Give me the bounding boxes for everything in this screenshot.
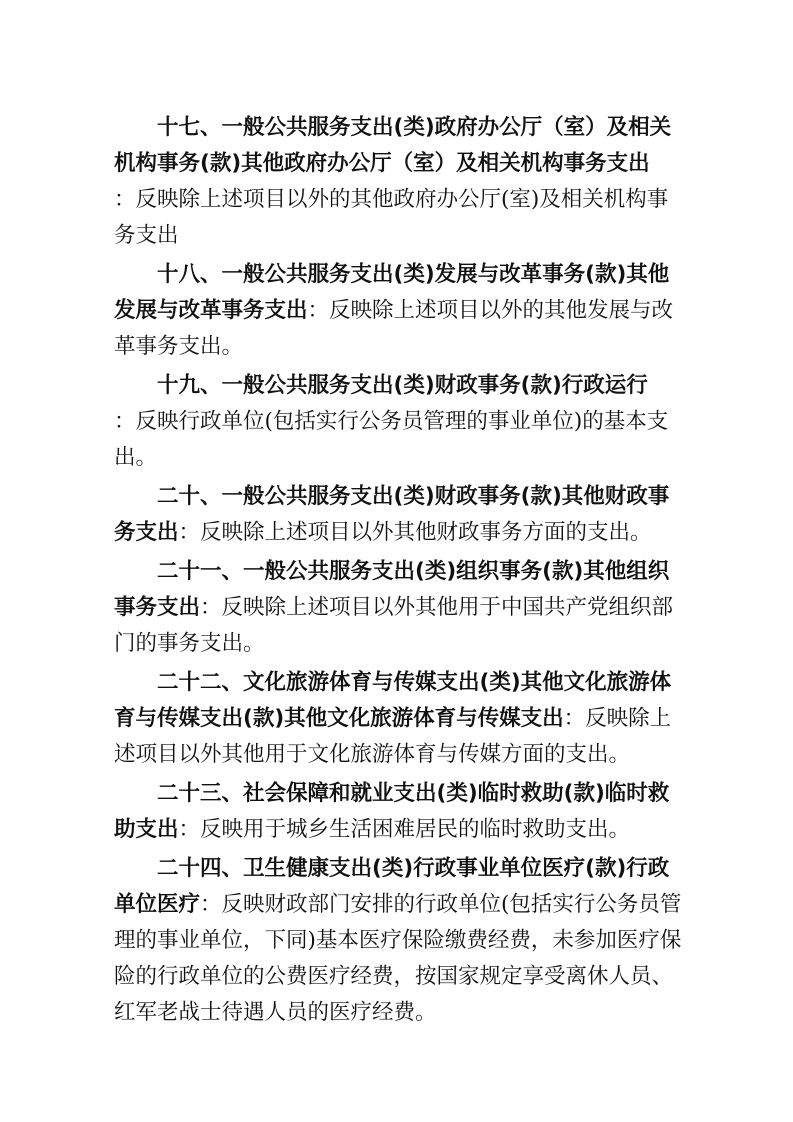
bold-heading: 事务支出	[114, 595, 201, 620]
paragraph-6-line-3	[114, 742, 630, 768]
body-text: ：反映用于城乡生活困难居民的临时救助支出。	[178, 817, 631, 842]
paragraph-1-line-1	[157, 115, 671, 141]
paragraph-8-line-1	[157, 856, 669, 882]
paragraph-1-line-4	[114, 223, 179, 249]
bold-heading: 二十二、文化旅游体育与传媒支出(类)其他文化旅游体	[157, 670, 672, 695]
paragraph-1-line-2	[114, 151, 650, 177]
paragraph-1-line-3	[114, 187, 668, 213]
bold-heading: 发展与改革事务支出	[114, 298, 308, 323]
body-text: ：反映除上述项目以外其他用于中国共产党组织部	[200, 595, 674, 620]
body-text: 述项目以外其他用于文化旅游体育与传媒方面的支出。	[114, 742, 631, 767]
bold-heading: 二十三、社会保障和就业支出(类)临时救助(款)临时救	[157, 781, 670, 806]
paragraph-3-line-1	[157, 373, 648, 399]
paragraph-6-line-2	[114, 706, 671, 732]
paragraph-2-line-1	[157, 262, 669, 288]
paragraph-8-line-4	[114, 964, 673, 990]
paragraph-2-line-3	[114, 334, 243, 360]
bold-heading: 二十四、卫生健康支出(类)行政事业单位医疗(款)行政	[157, 856, 670, 881]
body-text: ：反映除上述项目以外的其他发展与改	[307, 298, 674, 323]
paragraph-8-line-2	[114, 892, 681, 918]
bold-heading: 十八、一般公共服务支出(类)发展与改革事务(款)其他	[157, 262, 670, 287]
paragraph-4-line-1	[157, 484, 669, 510]
paragraph-8-line-3	[114, 928, 681, 954]
body-text: 出。	[114, 445, 158, 470]
body-text: 险的行政单位的公费医疗经费，按国家规定享受离休人员、	[114, 964, 674, 989]
bold-heading: 二十、一般公共服务支出(类)财政事务(款)其他财政事	[157, 484, 670, 509]
paragraph-7-line-1	[157, 781, 669, 807]
body-text: 理的事业单位，下同)基本医疗保险缴费经费，未参加医疗保	[114, 928, 682, 953]
paragraph-8-line-5	[114, 1000, 437, 1026]
paragraph-7-line-2	[114, 817, 630, 843]
bold-heading: 十七、一般公共服务支出(类)政府办公厅（室）及相关	[157, 115, 672, 140]
body-text: 门的事务支出。	[114, 631, 265, 656]
body-text: ：反映除上述项目以外其他财政事务方面的支出。	[178, 520, 652, 545]
paragraph-5-line-1	[157, 559, 669, 585]
body-text: ：反映除上	[563, 706, 672, 731]
bold-heading: 育与传媒支出(款)其他文化旅游体育与传媒支出	[114, 706, 564, 731]
paragraph-3-line-3	[114, 445, 157, 471]
body-text: ：反映除上述项目以外的其他政府办公厅(室)及相关机构事	[114, 187, 669, 212]
paragraph-4-line-2	[114, 520, 652, 546]
paragraph-2-line-2	[114, 298, 673, 324]
body-text: 务支出	[114, 223, 179, 248]
bold-heading: 单位医疗	[114, 892, 201, 917]
body-text: 红军老战士待遇人员的医疗经费。	[114, 1000, 437, 1025]
paragraph-5-line-3	[114, 631, 265, 657]
paragraph-5-line-2	[114, 595, 673, 621]
paragraph-6-line-1	[157, 670, 671, 696]
body-text: ：反映行政单位(包括实行公务员管理的事业单位)的基本支	[114, 409, 669, 434]
paragraph-3-line-2	[114, 409, 668, 435]
bold-heading: 二十一、一般公共服务支出(类)组织事务(款)其他组织	[157, 559, 670, 584]
bold-heading: 务支出	[114, 520, 179, 545]
body-text: ：反映财政部门安排的行政单位(包括实行公务员管	[200, 892, 682, 917]
bold-heading: 助支出	[114, 817, 179, 842]
bold-heading: 机构事务(款)其他政府办公厅（室）及相关机构事务支出	[114, 151, 650, 176]
body-text: 革事务支出。	[114, 334, 244, 359]
bold-heading: 十九、一般公共服务支出(类)财政事务(款)行政运行	[157, 373, 648, 398]
